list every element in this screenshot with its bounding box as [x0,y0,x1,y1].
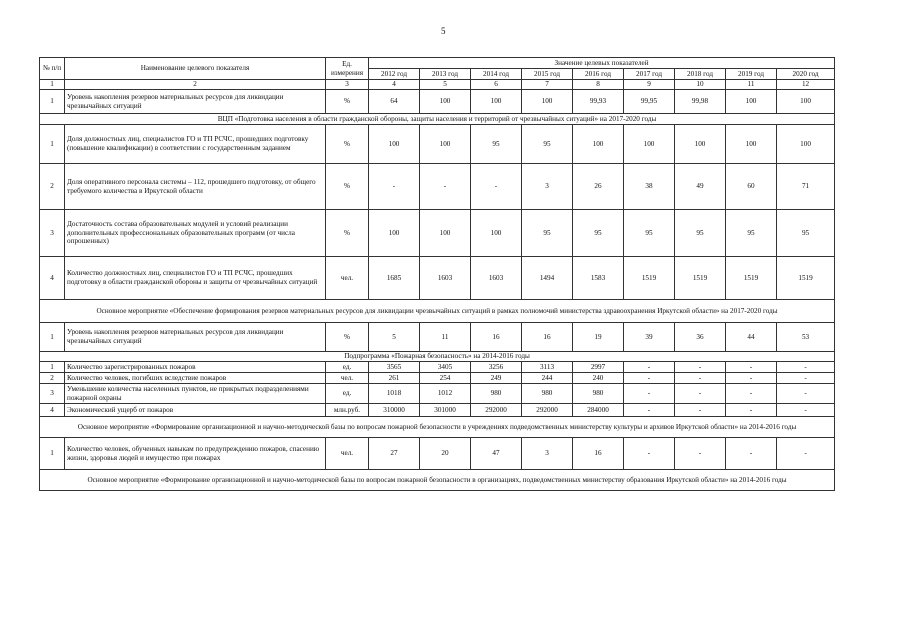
value-cell: - [777,362,835,373]
unit: % [326,323,369,352]
value-cell: 95 [522,210,573,257]
value-cell: 95 [522,125,573,164]
unit: млн.руб. [326,404,369,417]
table-row [40,90,835,114]
value-cell: 16 [471,323,522,352]
section-title: Основное мероприятие «Формирование организационной и научно-методической базы по вопросам пожарной безопасности в учреждениях подведомственных министерству культуры и архивов Иркутской области» на 2014-2016 годы [40,417,835,438]
value-cell: 3 [522,438,573,470]
value-cell: 1012 [420,384,471,404]
value-cell: 95 [573,210,624,257]
row-num: 2 [40,373,65,384]
value-cell: - [777,404,835,417]
value-cell: 16 [573,438,624,470]
indicator-name: Достаточность состава образовательных модулей и условий реализации дополнительных профессиональных образовательных программ (от числа опрошенных) [65,210,326,257]
value-cell: 3 [522,164,573,210]
value-cell: 980 [573,384,624,404]
unit: чел. [326,373,369,384]
value-cell: 95 [726,210,777,257]
value-cell: - [624,438,675,470]
header-name: Наименование целевого показателя [65,58,326,80]
row-num: 3 [40,210,65,257]
unit: % [326,210,369,257]
section-title-row [40,300,835,323]
column-number: 7 [522,80,573,90]
year-header: 2017 год [624,69,675,80]
indicator-name: Количество зарегистрированных пожаров [65,362,326,373]
value-cell: - [624,384,675,404]
section-title-row [40,417,835,438]
unit: % [326,125,369,164]
value-cell: - [675,362,726,373]
value-cell: 99,98 [675,90,726,114]
value-cell: - [726,384,777,404]
value-cell: - [777,373,835,384]
column-number: 8 [573,80,624,90]
value-cell: - [726,404,777,417]
value-cell: 254 [420,373,471,384]
value-cell: 1519 [624,257,675,300]
header-num: № п/п [40,58,65,80]
value-cell: 95 [471,125,522,164]
value-cell: 1583 [573,257,624,300]
table-row [40,323,835,352]
table-row [40,438,835,470]
year-header: 2013 год [420,69,471,80]
value-cell: 3565 [369,362,420,373]
section-title-row [40,352,835,362]
section-title-row [40,114,835,125]
value-cell: - [675,373,726,384]
indicator-name: Количество должностных лиц, специалистов ГО и ТП РСЧС, прошедших подготовку в области гражданской обороны и защиты от чрезвычайных ситуаций [65,257,326,300]
value-cell: - [726,362,777,373]
section-title: Подпрограмма «Пожарная безопасность» на 2014-2016 годы [40,352,835,362]
value-cell: 100 [777,125,835,164]
section-title: ВЦП «Подготовка населения в области гражданской обороны, защиты населения и территорий от чрезвычайных ситуаций» на 2017-2020 годы [40,114,835,125]
unit: чел. [326,438,369,470]
header-values-title: Значение целевых показателей [369,58,835,69]
value-cell: 95 [624,210,675,257]
indicator-name: Уровень накопления резервов материальных ресурсов для ликвидации чрезвычайных ситуаций [65,323,326,352]
value-cell: 19 [573,323,624,352]
value-cell: 3256 [471,362,522,373]
table-row [40,373,835,384]
year-header: 2019 год [726,69,777,80]
value-cell: 980 [522,384,573,404]
value-cell: - [726,373,777,384]
indicator-name: Уровень накопления резервов материальных ресурсов для ликвидации чрезвычайных ситуаций [65,90,326,114]
value-cell: 1018 [369,384,420,404]
row-num: 1 [40,362,65,373]
row-num: 1 [40,90,65,114]
value-cell: 3113 [522,362,573,373]
indicator-table [39,57,835,491]
column-number: 11 [726,80,777,90]
value-cell: - [675,404,726,417]
column-number: 12 [777,80,835,90]
row-num: 2 [40,164,65,210]
value-cell: 100 [726,125,777,164]
value-cell: 3405 [420,362,471,373]
value-cell: 249 [471,373,522,384]
value-cell: 1519 [777,257,835,300]
value-cell: 292000 [471,404,522,417]
year-header: 2012 год [369,69,420,80]
value-cell: 310000 [369,404,420,417]
value-cell: 980 [471,384,522,404]
value-cell: 100 [369,210,420,257]
indicator-name: Доля оперативного персонала системы – 112, прошедшего подготовку, от общего требуемого количества в Иркутской области [65,164,326,210]
value-cell: 39 [624,323,675,352]
value-cell: 100 [573,125,624,164]
indicator-name: Количество человек, обученных навыкам по предупреждению пожаров, спасению жизни, здоровья людей и имущество при пожарах [65,438,326,470]
value-cell: - [624,373,675,384]
value-cell: 26 [573,164,624,210]
indicator-name: Доля должностных лиц, специалистов ГО и ТП РСЧС, прошедших подготовку (повышение квалификации) в соответствии с государственным заданием [65,125,326,164]
table-row [40,404,835,417]
value-cell: 284000 [573,404,624,417]
value-cell: 100 [777,90,835,114]
value-cell: 38 [624,164,675,210]
value-cell: - [777,438,835,470]
column-number: 1 [40,80,65,90]
value-cell: 36 [675,323,726,352]
value-cell: 60 [726,164,777,210]
value-cell: 1603 [420,257,471,300]
value-cell: 244 [522,373,573,384]
value-cell: - [624,404,675,417]
column-number: 5 [420,80,471,90]
value-cell: - [420,164,471,210]
value-cell: 1603 [471,257,522,300]
column-number: 4 [369,80,420,90]
value-cell: 100 [420,90,471,114]
value-cell: 1685 [369,257,420,300]
value-cell: 100 [624,125,675,164]
value-cell: 100 [471,90,522,114]
value-cell: 1494 [522,257,573,300]
value-cell: 5 [369,323,420,352]
section-title-row [40,470,835,491]
value-cell: 261 [369,373,420,384]
value-cell: - [369,164,420,210]
table-row [40,362,835,373]
value-cell: 100 [369,125,420,164]
header-unit: Ед. измерения [326,58,369,80]
column-number: 3 [326,80,369,90]
value-cell: 71 [777,164,835,210]
row-num: 1 [40,438,65,470]
unit: ед. [326,384,369,404]
value-cell: 240 [573,373,624,384]
year-header: 2014 год [471,69,522,80]
value-cell: 100 [420,125,471,164]
value-cell: 1519 [675,257,726,300]
value-cell: 99,95 [624,90,675,114]
value-cell: 100 [471,210,522,257]
indicator-name: Экономический ущерб от пожаров [65,404,326,417]
value-cell: 44 [726,323,777,352]
value-cell: 2997 [573,362,624,373]
value-cell: 16 [522,323,573,352]
column-number: 9 [624,80,675,90]
column-number: 6 [471,80,522,90]
section-title: Основное мероприятие «Обеспечение формирования резервов материальных ресурсов для ликвидации чрезвычайных ситуаций в рамках полномочий министерства здравоохранения Иркутской области» на 2017-2020 годы [40,300,835,323]
value-cell: - [675,438,726,470]
table-row [40,125,835,164]
value-cell: 1519 [726,257,777,300]
table-row [40,164,835,210]
column-number: 10 [675,80,726,90]
value-cell: 11 [420,323,471,352]
year-header: 2020 год [777,69,835,80]
value-cell: 53 [777,323,835,352]
value-cell: 100 [420,210,471,257]
unit: чел. [326,257,369,300]
column-number: 2 [65,80,326,90]
value-cell: 100 [726,90,777,114]
row-num: 3 [40,384,65,404]
unit: ед. [326,362,369,373]
value-cell: 49 [675,164,726,210]
row-num: 1 [40,323,65,352]
value-cell: 27 [369,438,420,470]
value-cell: - [471,164,522,210]
section-title: Основное мероприятие «Формирование организационной и научно-методической базы по вопросам пожарной безопасности в организациях, подведомственных министерству образования Иркутской области» на 2014-2016 годы [40,470,835,491]
unit: % [326,90,369,114]
value-cell: 99,93 [573,90,624,114]
value-cell: - [675,384,726,404]
value-cell: 301000 [420,404,471,417]
value-cell: 20 [420,438,471,470]
table-row [40,384,835,404]
indicator-name: Количество человек, погибших вследствие пожаров [65,373,326,384]
page-number: 5 [441,26,446,36]
table-row [40,210,835,257]
row-num: 4 [40,257,65,300]
value-cell: - [726,438,777,470]
year-header: 2018 год [675,69,726,80]
value-cell: 95 [777,210,835,257]
indicator-name: Уменьшение количества населенных пунктов, не прикрытых подразделениями пожарной охраны [65,384,326,404]
year-header: 2016 год [573,69,624,80]
value-cell: 47 [471,438,522,470]
value-cell: 292000 [522,404,573,417]
value-cell: - [777,384,835,404]
year-header: 2015 год [522,69,573,80]
table-row [40,257,835,300]
row-num: 1 [40,125,65,164]
value-cell: 95 [675,210,726,257]
row-num: 4 [40,404,65,417]
value-cell: 100 [675,125,726,164]
unit: % [326,164,369,210]
value-cell: 100 [522,90,573,114]
value-cell: 64 [369,90,420,114]
value-cell: - [624,362,675,373]
